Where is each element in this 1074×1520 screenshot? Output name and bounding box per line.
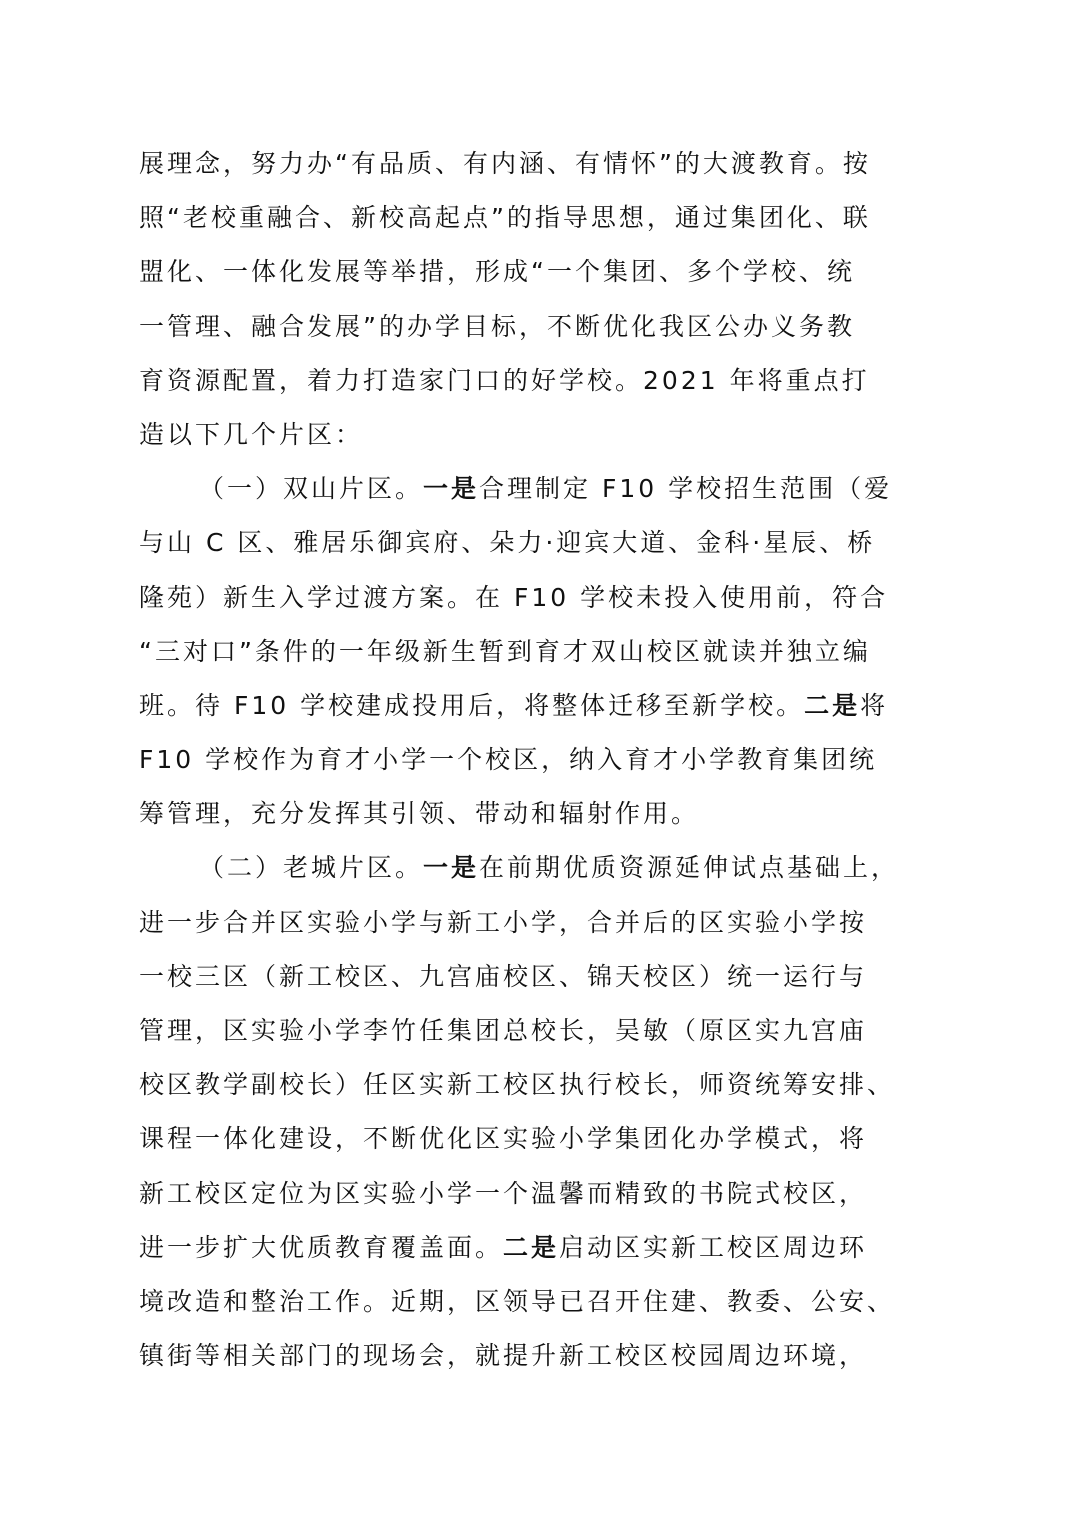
line-text: 将 bbox=[860, 690, 889, 720]
document-body bbox=[139, 137, 939, 1383]
text-line: 境改造和整治工作。近期，区领导已召开住建、教委、公安、 bbox=[139, 1286, 896, 1316]
text-line: 一管理、融合发展”的办学目标，不断优化我区公办义务教 bbox=[139, 311, 855, 341]
section-heading-laocheng bbox=[139, 841, 939, 895]
text-line: 课程一体化建设，不断优化区实验小学集团化办学模式，将 bbox=[139, 1124, 868, 1154]
lead-marker-first: 一是 bbox=[423, 474, 480, 504]
section-heading-shuangshan bbox=[139, 462, 939, 516]
text-line: 新工校区定位为区实验小学一个温馨而精致的书院式校区， bbox=[139, 1178, 868, 1208]
text-line: 校区教学副校长）任区实新工校区执行校长，师资统筹安排、 bbox=[139, 1070, 896, 1100]
line-text: 进一步扩大优质教育覆盖面。 bbox=[139, 1232, 504, 1262]
text-line: 与山 C 区、雅居乐御宾府、朵力·迎宾大道、金科·星辰、桥 bbox=[139, 528, 876, 558]
text-line: 管理，区实验小学李竹任集团总校长，吴敏（原区实九宫庙 bbox=[139, 1016, 868, 1045]
text-line: 展理念，努力办“有品质、有内涵、有情怀”的大渡教育。按 bbox=[139, 149, 871, 178]
text-line: 隆苑）新生入学过渡方案。在 F10 学校未投入使用前，符合 bbox=[139, 582, 889, 612]
text-line-with-lead bbox=[139, 1221, 939, 1275]
text-line: 一校三区（新工校区、九宫庙校区、锦天校区）统一运行与 bbox=[139, 961, 868, 991]
lead-marker-second: 二是 bbox=[804, 690, 861, 720]
line-text: 启动区实新工校区周边环 bbox=[559, 1232, 868, 1262]
text-line: 进一步合并区实验小学与新工小学，合并后的区实验小学按 bbox=[139, 907, 868, 937]
text-line-with-lead bbox=[139, 679, 939, 733]
lead-marker-second: 二是 bbox=[503, 1232, 560, 1262]
text-line: “三对口”条件的一年级新生暂到育才双山校区就读并独立编 bbox=[139, 636, 871, 666]
text-line: 盟化、一体化发展等举措，形成“一个集团、多个学校、统 bbox=[139, 257, 855, 287]
text-line: 育资源配置，着力打造家门口的好学校。2021 年将重点打 bbox=[139, 365, 870, 395]
text-line: 造以下几个片区： bbox=[139, 419, 364, 449]
text-line: F10 学校作为育才小学一个校区，纳入育才小学教育集团统 bbox=[139, 745, 878, 775]
text-line: 筹管理，充分发挥其引领、带动和辐射作用。 bbox=[139, 799, 700, 829]
lead-marker-first: 一是 bbox=[423, 853, 480, 883]
section-title: （二）老城片区。 bbox=[199, 853, 424, 883]
line-text: 班。待 F10 学校建成投用后，将整体迁移至新学校。 bbox=[139, 690, 805, 720]
section-text: 合理制定 F10 学校招生范围（爱 bbox=[479, 474, 893, 504]
section-text: 在前期优质资源延伸试点基础上， bbox=[479, 853, 900, 883]
text-line: 镇街等相关部门的现场会，就提升新工校区校园周边环境， bbox=[139, 1341, 868, 1371]
text-line: 照“老校重融合、新校高起点”的指导思想，通过集团化、联 bbox=[139, 203, 871, 233]
section-title: （一）双山片区。 bbox=[199, 474, 424, 504]
